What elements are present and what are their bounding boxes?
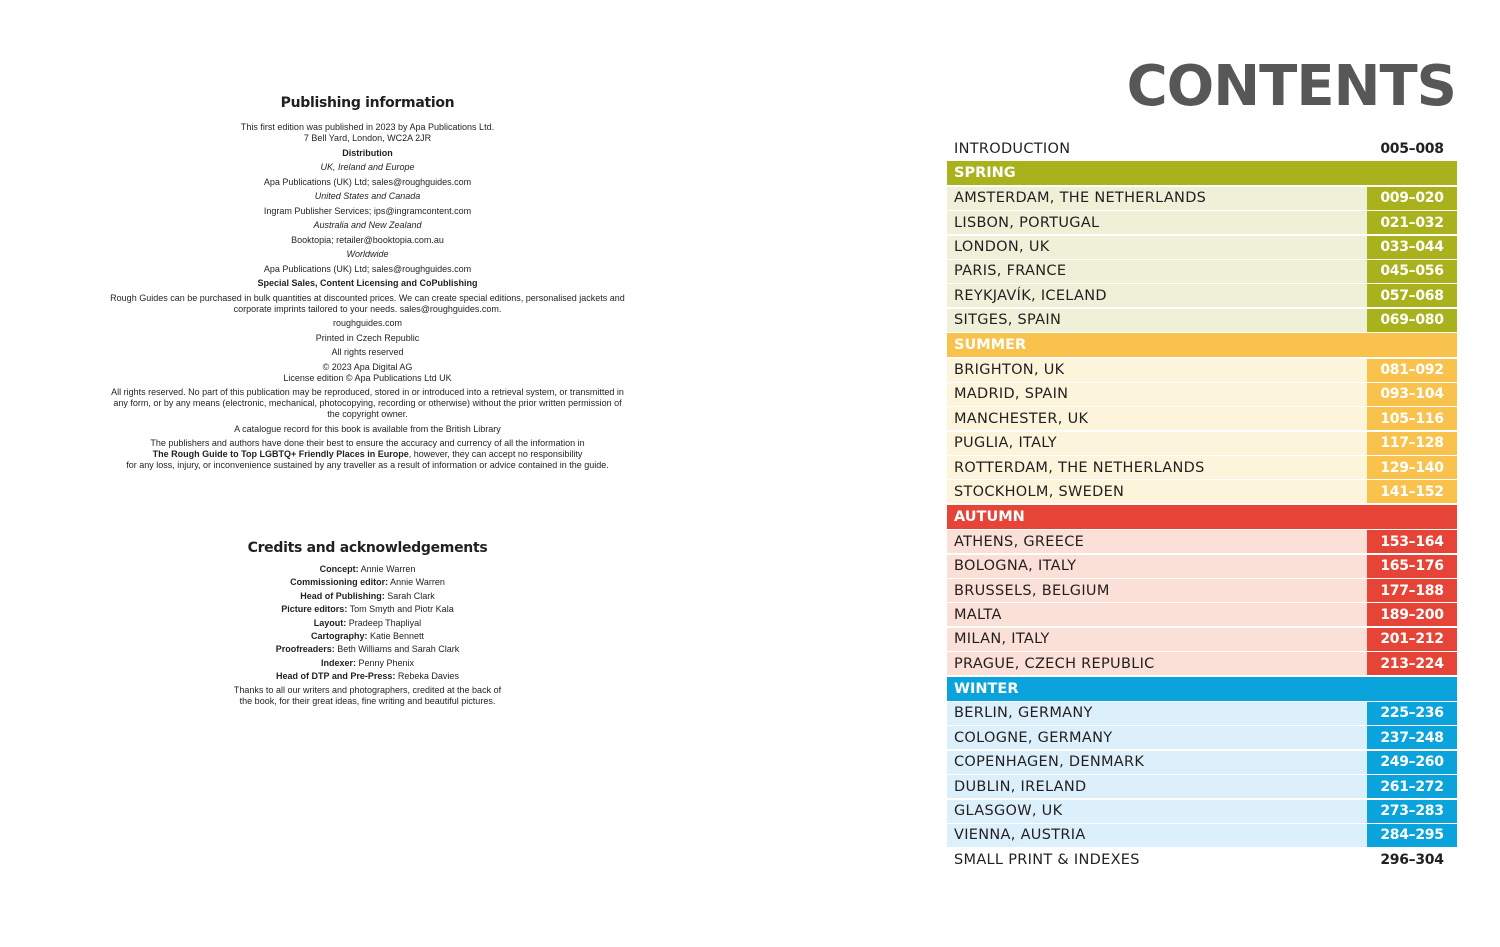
- credit-person: Penny Phenix: [355, 657, 415, 668]
- toc-pages: 189–200: [1367, 603, 1457, 626]
- toc-place: DUBLIN, IRELAND: [954, 778, 1087, 795]
- credit-person: Beth Williams and Sarah Clark: [334, 644, 460, 655]
- publishing-line: Rough Guides can be purchased in bulk quantities at discounted prices. We can create special editions, personalised jackets and: [110, 292, 625, 303]
- toc-place: MANCHESTER, UK: [954, 410, 1089, 427]
- credit-role: Commissioning editor:: [290, 577, 389, 588]
- toc-pages: 225–236: [1367, 702, 1457, 725]
- credit-person: Sarah Clark: [384, 590, 435, 601]
- toc-pages: 033–044: [1367, 236, 1457, 259]
- toc-place: BOLOGNA, ITALY: [954, 558, 1077, 575]
- toc-pages: 273–283: [1367, 800, 1457, 823]
- publishing-line: Special Sales, Content Licensing and CoPublishing: [257, 278, 478, 288]
- publishing-information-text: [60, 122, 675, 471]
- publishing-line: Booktopia; retailer@booktopia.com.au: [291, 234, 444, 245]
- toc-pages: 093–104: [1367, 383, 1457, 406]
- toc-pages: 069–080: [1367, 309, 1457, 332]
- toc-place: COPENHAGEN, DENMARK: [954, 754, 1145, 771]
- credit-role: Head of Publishing:: [300, 590, 385, 601]
- credits-heading: Credits and acknowledgements: [247, 540, 488, 556]
- publishing-line: All rights reserved. No part of this publication may be reproduced, stored in or introduced into a retrieval system, or transmitted in: [111, 387, 624, 397]
- publishing-line: for any loss, injury, or inconvenience sustained by any traveller as a result of information or advice contained in the guide.: [126, 460, 609, 470]
- publishing-line: Apa Publications (UK) Ltd; sales@roughguides.com: [263, 176, 472, 187]
- toc-entry-row: [947, 555, 1457, 578]
- publishing-line: All rights reserved: [331, 347, 404, 357]
- toc-entry-row: [947, 407, 1457, 430]
- toc-pages: 237–248: [1367, 726, 1457, 749]
- toc-pages: 177–188: [1367, 579, 1457, 602]
- toc-pages: 213–224: [1367, 652, 1457, 675]
- credit-role: Proofreaders:: [275, 644, 335, 655]
- toc-place: SMALL PRINT & INDEXES: [954, 851, 1140, 868]
- credit-person: Annie Warren: [388, 577, 445, 588]
- publishing-title-line: [60, 449, 675, 460]
- publishing-line: Worldwide: [346, 249, 389, 259]
- publishing-information-heading: Publishing information: [280, 95, 455, 111]
- toc-entry-row: [947, 260, 1457, 283]
- toc-place: ROTTERDAM, THE NETHERLANDS: [954, 459, 1205, 476]
- toc-entry-row: [947, 432, 1457, 455]
- toc-place: VIENNA, AUSTRIA: [954, 827, 1086, 844]
- toc-entry-row: [947, 824, 1457, 847]
- toc-place: LISBON, PORTUGAL: [954, 214, 1100, 231]
- credit-role: Concept:: [319, 564, 359, 574]
- toc-place: MILAN, ITALY: [954, 631, 1050, 648]
- toc-entry-row: [947, 187, 1457, 210]
- toc-entry-row: [947, 800, 1457, 823]
- publishing-line: Australia and New Zealand: [313, 220, 422, 230]
- toc-introduction-row: [947, 137, 1457, 160]
- publishing-line: This first edition was published in 2023 by Apa Publications Ltd.: [240, 122, 495, 132]
- toc-place: MALTA: [954, 606, 1002, 623]
- toc-place: REYKJAVÍK, ICELAND: [954, 287, 1107, 304]
- credit-item: [60, 671, 675, 682]
- toc-pages: 009–020: [1367, 187, 1457, 210]
- credit-person: Katie Bennett: [367, 630, 425, 641]
- table-of-contents: [947, 137, 1457, 873]
- toc-place: LONDON, UK: [954, 239, 1050, 256]
- publishing-line: Printed in Czech Republic: [315, 332, 420, 343]
- toc-place: BERLIN, GERMANY: [954, 705, 1093, 722]
- toc-place: COLOGNE, GERMANY: [954, 729, 1113, 746]
- toc-entry-row: [947, 751, 1457, 774]
- publishing-line: The publishers and authors have done their best to ensure the accuracy and currency of all the information in: [150, 438, 585, 448]
- toc-place: SITGES, SPAIN: [954, 312, 1062, 329]
- credit-item: [60, 644, 675, 655]
- credit-item: [60, 618, 675, 629]
- credit-item: [60, 577, 675, 588]
- contents-title: CONTENTS: [1126, 54, 1456, 119]
- left-page: [0, 0, 740, 947]
- toc-entry-row: [947, 211, 1457, 234]
- toc-place: AMSTERDAM, THE NETHERLANDS: [954, 190, 1207, 207]
- credit-item: [60, 591, 675, 602]
- toc-pages: 057–068: [1367, 284, 1457, 307]
- credit-role: Indexer:: [320, 657, 356, 668]
- toc-pages: 249–260: [1367, 751, 1457, 774]
- publishing-line: Distribution: [342, 147, 393, 158]
- publishing-line: © 2023 Apa Digital AG: [322, 361, 413, 372]
- toc-entry-row: [947, 284, 1457, 307]
- toc-place: STOCKHOLM, SWEDEN: [954, 483, 1125, 500]
- toc-entry-row: [947, 359, 1457, 382]
- toc-place: BRIGHTON, UK: [954, 362, 1065, 379]
- credits-thanks-line: the book, for their great ideas, fine writing and beautiful pictures.: [239, 695, 496, 706]
- toc-entry-row: [947, 702, 1457, 725]
- toc-place: PRAGUE, CZECH REPUBLIC: [954, 655, 1155, 672]
- toc-pages: 005–008: [1380, 140, 1444, 157]
- toc-place: PUGLIA, ITALY: [954, 435, 1057, 452]
- toc-pages: 165–176: [1367, 555, 1457, 578]
- season-header-winter: WINTER: [947, 677, 1457, 701]
- toc-pages: 117–128: [1367, 432, 1457, 455]
- publishing-line: Ingram Publisher Services; ips@ingramcontent.com: [263, 205, 472, 216]
- toc-entry-row: [947, 456, 1457, 479]
- publishing-line: the copyright owner.: [327, 409, 408, 419]
- toc-pages: 261–272: [1367, 775, 1457, 798]
- toc-place: ATHENS, GREECE: [954, 533, 1085, 550]
- credit-person: Rebeka Davies: [395, 671, 459, 682]
- toc-place: GLASGOW, UK: [954, 803, 1063, 820]
- toc-pages: 296–304: [1380, 851, 1444, 868]
- credits-list: [60, 564, 675, 707]
- toc-entry-row: [947, 309, 1457, 332]
- toc-pages: 284–295: [1367, 824, 1457, 847]
- credits-thanks-line: Thanks to all our writers and photographers, credited at the back of: [233, 684, 502, 695]
- toc-entry-row: [947, 383, 1457, 406]
- credit-role: Head of DTP and Pre-Press:: [276, 671, 396, 682]
- publishing-line: A catalogue record for this book is available from the British Library: [234, 423, 501, 434]
- credit-person: Pradeep Thapliyal: [346, 617, 422, 628]
- credit-item: [60, 631, 675, 642]
- credit-role: Picture editors:: [281, 604, 348, 615]
- publishing-line: UK, Ireland and Europe: [320, 162, 415, 172]
- credit-person: Tom Smyth and Piotr Kala: [347, 604, 454, 615]
- toc-place: INTRODUCTION: [954, 140, 1071, 157]
- publishing-line: United States and Canada: [314, 191, 421, 201]
- toc-entry-row: [947, 775, 1457, 798]
- toc-place: BRUSSELS, BELGIUM: [954, 582, 1110, 599]
- season-header-spring: SPRING: [947, 161, 1457, 185]
- credit-role: Layout:: [313, 617, 347, 628]
- toc-entry-row: [947, 530, 1457, 553]
- credit-item: [60, 564, 675, 575]
- toc-entry-row: [947, 236, 1457, 259]
- publishing-line: Apa Publications (UK) Ltd; sales@roughguides.com: [263, 263, 472, 274]
- credit-role: Cartography:: [310, 630, 368, 641]
- toc-place: PARIS, FRANCE: [954, 263, 1067, 280]
- publishing-line: roughguides.com: [332, 318, 403, 328]
- toc-pages: 153–164: [1367, 530, 1457, 553]
- toc-place: MADRID, SPAIN: [954, 386, 1069, 403]
- toc-entry-row: [947, 726, 1457, 749]
- credit-item: [60, 658, 675, 669]
- toc-pages: 105–116: [1367, 407, 1457, 430]
- toc-pages: 129–140: [1367, 456, 1457, 479]
- toc-entry-row: [947, 603, 1457, 626]
- credit-item: [60, 604, 675, 615]
- toc-entry-row: [947, 579, 1457, 602]
- toc-entry-row: [947, 652, 1457, 675]
- book-title: The Rough Guide to Top LGBTQ+ Friendly Places in Europe: [152, 449, 409, 459]
- toc-small-print-row: [947, 848, 1457, 871]
- toc-pages: 081–092: [1367, 359, 1457, 382]
- season-header-autumn: AUTUMN: [947, 505, 1457, 529]
- toc-pages: 201–212: [1367, 628, 1457, 651]
- publishing-title-rest: , however, they can accept no responsibility: [408, 449, 583, 459]
- toc-pages: 045–056: [1367, 260, 1457, 283]
- credit-person: Annie Warren: [358, 564, 416, 574]
- publishing-line: any form, or by any means (electronic, mechanical, photocopying, recording or otherwise) without the prior written permission of: [113, 398, 622, 408]
- toc-entry-row: [947, 628, 1457, 651]
- toc-pages: 141–152: [1367, 480, 1457, 503]
- toc-entry-row: [947, 480, 1457, 503]
- season-header-summer: SUMMER: [947, 333, 1457, 357]
- publishing-line: 7 Bell Yard, London, WC2A 2JR: [303, 133, 432, 143]
- publishing-line: corporate imprints tailored to your needs. sales@roughguides.com.: [233, 303, 502, 314]
- toc-pages: 021–032: [1367, 211, 1457, 234]
- publishing-line: License edition © Apa Publications Ltd UK: [283, 372, 452, 383]
